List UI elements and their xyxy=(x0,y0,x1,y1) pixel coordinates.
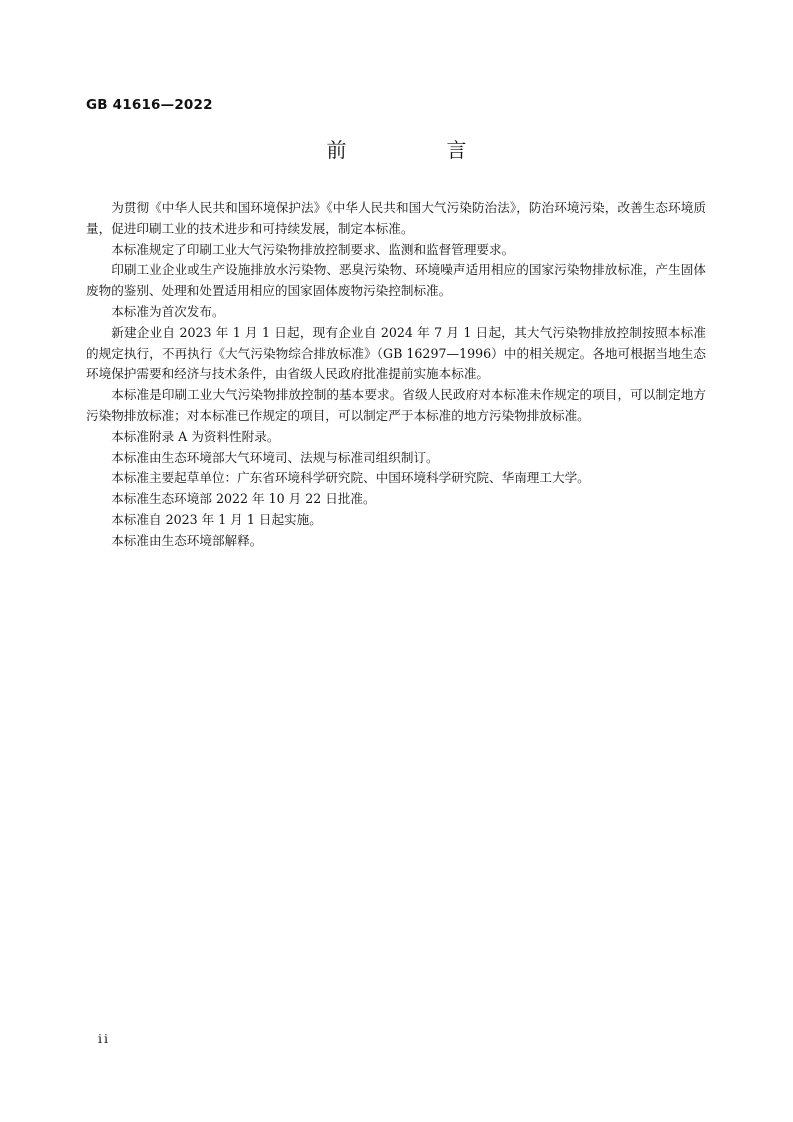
paragraph: 印刷工业企业或生产设施排放水污染物、恶臭污染物、环境噪声适用相应的国家污染物排放标准，产生固体废物的鉴别、处理和处置适用相应的国家固体废物污染控制标准。 xyxy=(86,262,706,299)
standard-code: GB 41616—2022 xyxy=(86,97,213,113)
paragraph: 为贯彻《中华人民共和国环境保护法》《中华人民共和国大气污染防治法》，防治环境污染，改善生态环境质量，促进印刷工业的技术进步和可持续发展，制定本标准。 xyxy=(86,200,706,236)
paragraph: 新建企业自 2023 年 1 月 1 日起，现有企业自 2024 年 7 月 1 日起，其大气污染物排放控制按照本标准的规定执行，不再执行《大气污染物综合排放标准》（GB 16297—1996）中的相关规定。各地可根据当地生态环境保护需要和经济与技术条件，由省级人民政府批准提前实施本标准。 xyxy=(86,324,706,382)
paragraph: 本标准是印刷工业大气污染物排放控制的基本要求。省级人民政府对本标准未作规定的项目，可以制定地方污染物排放标准；对本标准已作规定的项目，可以制定严于本标准的地方污染物排放标准。 xyxy=(86,387,706,423)
paragraph: 本标准附录 A 为资料性附录。 xyxy=(111,428,280,444)
paragraph: 本标准主要起草单位：广东省环境科学研究院、中国环境科学研究院、华南理工大学。 xyxy=(111,470,590,486)
paragraph: 本标准由生态环境部解释。 xyxy=(111,532,263,548)
page-number: ii xyxy=(98,1031,110,1046)
paragraph: 本标准生态环境部 2022 年 10 月 22 日批准。 xyxy=(111,491,376,507)
paragraph: 本标准规定了印刷工业大气污染物排放控制要求、监测和监督管理要求。 xyxy=(111,241,515,257)
page-title: 前 言 xyxy=(326,138,507,162)
paragraph: 本标准自 2023 年 1 月 1 日起实施。 xyxy=(111,511,322,527)
paragraph: 本标准由生态环境部大气环境司、法规与标准司组织制订。 xyxy=(111,449,439,465)
foreword-body xyxy=(86,198,706,552)
paragraph: 本标准为首次发布。 xyxy=(111,303,225,319)
